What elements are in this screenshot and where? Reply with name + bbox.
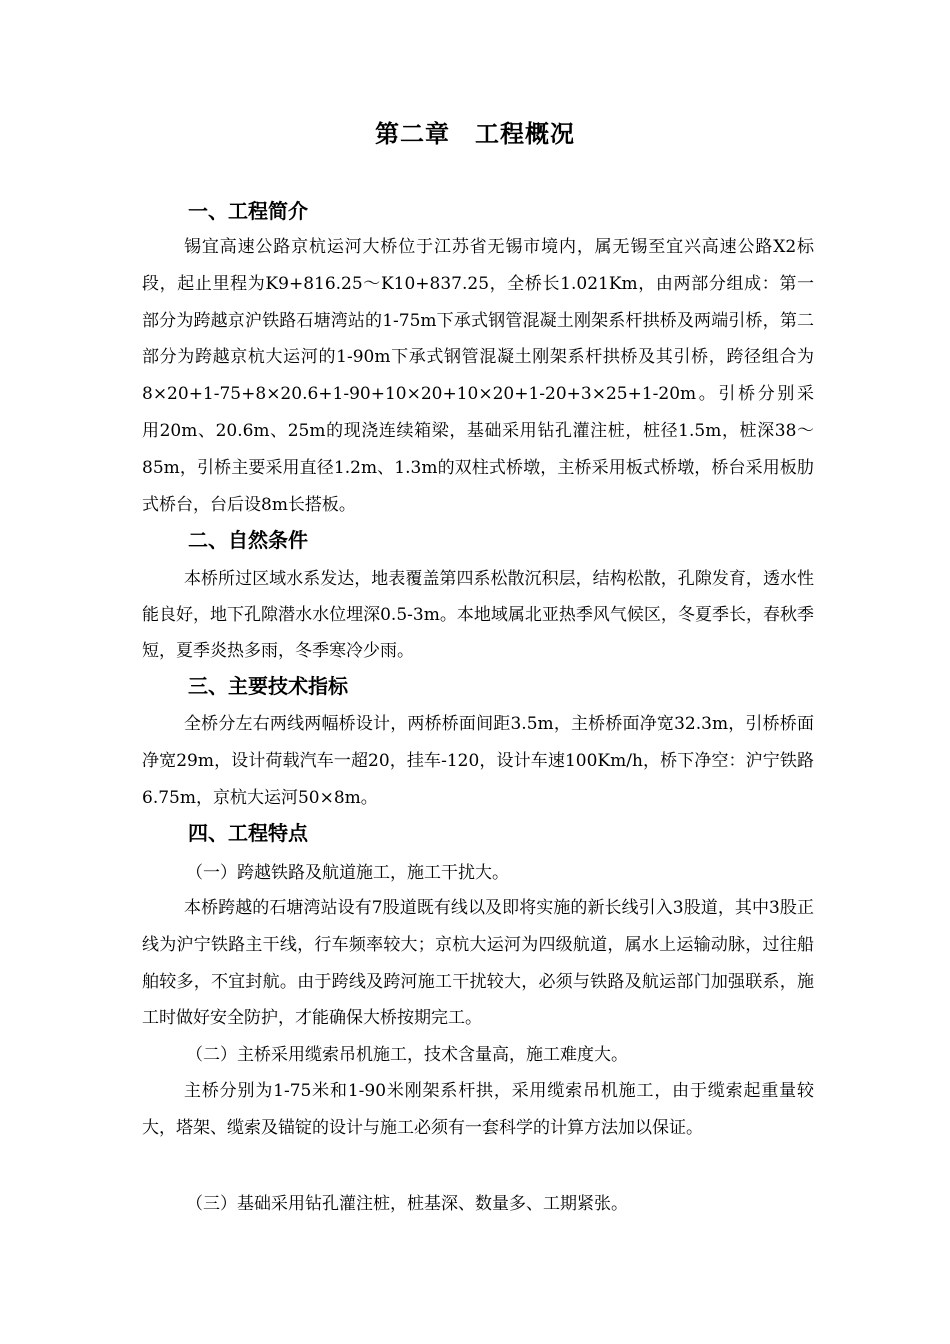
feature-item-3-label: （三）基础采用钻孔灌注桩，桩基深、数量多、工期紧张。 xyxy=(186,1194,628,1214)
natural-conditions-paragraph: 本桥所过区域水系发达，地表覆盖第四系松散沉积层，结构松散，孔隙发育，透水性能良好，地下孔隙潜水水位埋深0.5-3m。本地域属北亚热季风气候区，冬夏季长，春秋季短，夏季炎热多雨，冬季寒冷少雨。 xyxy=(142,569,814,661)
chapter-title: 第二章 工程概况 xyxy=(375,120,575,148)
section-heading-features: 四、工程特点 xyxy=(188,821,308,845)
section-heading-natural-conditions: 二、自然条件 xyxy=(188,528,308,552)
section-heading-technical-indicators: 三、主要技术指标 xyxy=(188,674,348,698)
feature-item-2-paragraph: 主桥分别为1-75米和1-90米刚架系杆拱，采用缆索吊机施工，由于缆索起重量较大，塔架、缆索及锚锭的设计与施工必须有一套科学的计算方法加以保证。 xyxy=(142,1081,814,1138)
overview-paragraph: 锡宜高速公路京杭运河大桥位于江苏省无锡市境内，属无锡至宜兴高速公路X2标段，起止里程为K9+816.25～K10+837.25，全桥长1.021Km，由两部分组成：第一部分为跨越京沪铁路石塘湾站的1-75m下承式钢管混凝土刚架系杆拱桥及两端引桥，第二部分为跨越京杭大运河的1-90m下承式钢管混凝土刚架系杆拱桥及其引桥，跨径组合为8×20+1-75+8×20.6+1-90+10×20+10×20+1-20+3×25+1-20m。引桥分别采用20m、20.6m、25m的现浇连续箱梁，基础采用钻孔灌注桩，桩径1.5m，桩深38～85m，引桥主要采用直径1.2m、1.3m的双柱式桥墩，主桥采用板式桥墩，桥台采用板肋式桥台，台后设8m长搭板。 xyxy=(142,237,814,515)
feature-item-2-label: （二）主桥采用缆索吊机施工，技术含量高，施工难度大。 xyxy=(186,1045,628,1065)
technical-indicators-paragraph: 全桥分左右两线两幅桥设计，两桥桥面间距3.5m，主桥桥面净宽32.3m，引桥桥面净宽29m，设计荷载汽车一超20，挂车-120，设计车速100Km/h，桥下净空：沪宁铁路6.75m，京杭大运河50×8m。 xyxy=(142,714,814,808)
section-heading-overview: 一、工程简介 xyxy=(188,199,308,223)
feature-item-1-paragraph: 本桥跨越的石塘湾站设有7股道既有线以及即将实施的新长线引入3股道，其中3股正线为沪宁铁路主干线，行车频率较大；京杭大运河为四级航道，属水上运输动脉，过往船舶较多，不宜封航。由于跨线及跨河施工干扰较大，必须与铁路及航运部门加强联系，施工时做好安全防护，才能确保大桥按期完工。 xyxy=(142,898,814,1029)
feature-item-1-label: （一）跨越铁路及航道施工，施工干扰大。 xyxy=(186,863,509,883)
